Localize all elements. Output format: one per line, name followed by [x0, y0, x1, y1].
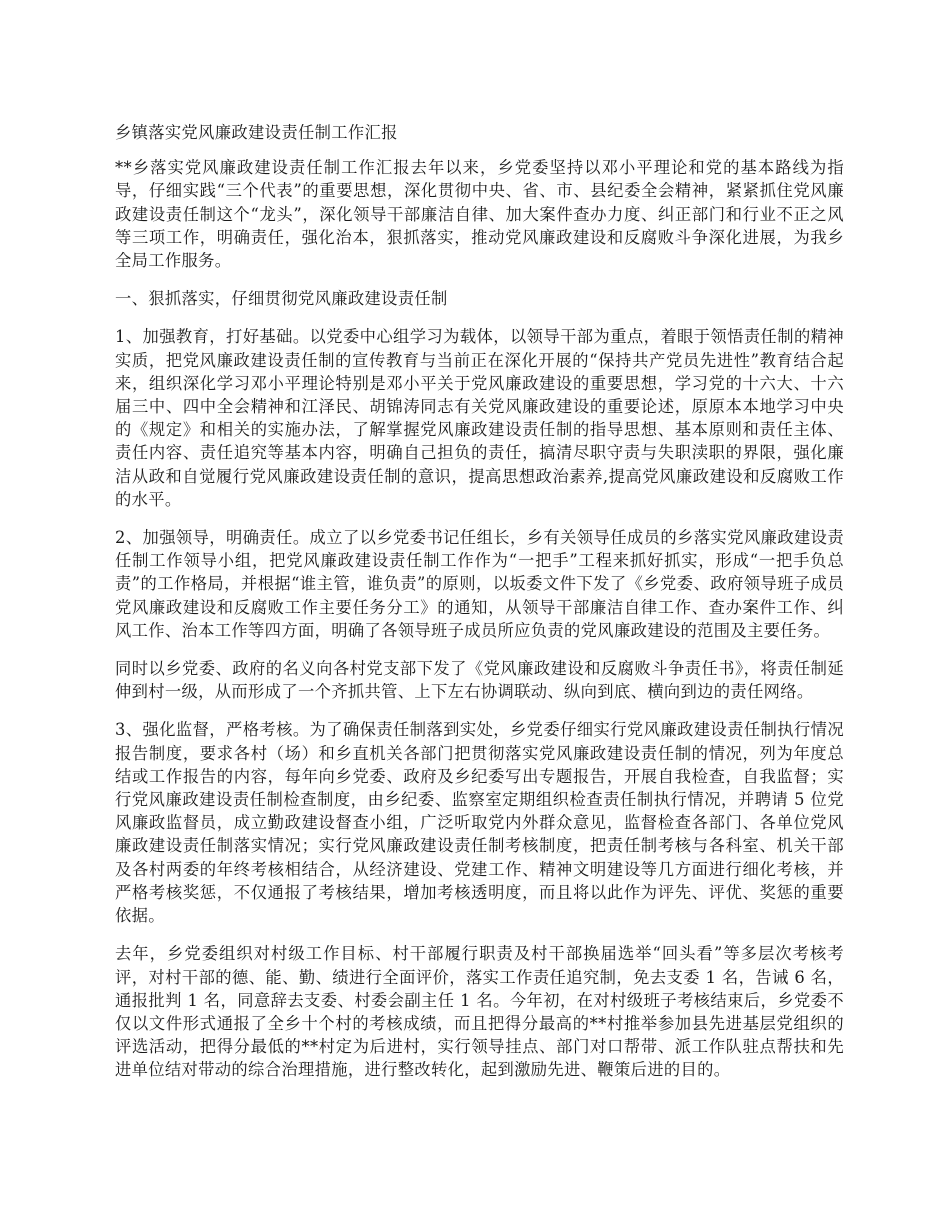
document-title: 乡镇落实党风廉政建设责任制工作汇报 — [115, 123, 398, 142]
paragraph-supervision: 3、强化监督，严格考核。为了确保责任制落到实处，乡党委仔细实行党风廉政建设责任制执行情况报告制度，要求各村（场）和乡直机关各部门把贯彻落实党风廉政建设责任制的情况，列为年度总结或工作报告的内容，每年向乡党委、政府及乡纪委写出专题报告，开展自我检查，自我监督；实行党风廉政建设责任制检查制度，由乡纪委、监察室定期组织检查责任制执行情况，并聘请 5 位党风廉政监督员，成立勤政建设督查小组，广泛听取党内外群众意见，监督检查各部门、各单位党风廉政建设责任制落实情况；实行党风廉政建设责任制考核制度，把责任制考核与各科室、机关干部及各村两委的年终考核相结合，从经济建设、党建工作、精神文明建设等几方面进行细化考核，并严格考核奖惩，不仅通报了考核结果，增加考核透明度，而且将以此作为评先、评优、奖惩的重要依据。 — [115, 720, 844, 926]
paragraph-responsibility-network: 同时以乡党委、政府的名义向各村党支部下发了《党风廉政建设和反腐败斗争责任书》，将责任制延伸到村一级，从而形成了一个齐抓共管、上下左右协调联动、纵向到底、横向到边的责任网络。 — [115, 659, 844, 702]
section-heading: 一、狠抓落实，仔细贯彻党风廉政建设责任制 — [115, 289, 448, 309]
paragraph-evaluation: 去年，乡党委组织对村级工作目标、村干部履行职责及村干部换届选举“回头看”等多层次考核考评，对村干部的德、能、勤、绩进行全面评价，落实工作责任追究制，免去支委 1 名，告诫 6 名，通报批判 1 名，同意辞去支委、村委会副主任 1 名。今年初，在对村级班子考核结束后，乡党委不仅以文件形式通报了全乡十个村的考核成绩，而且把得分最高的**村推举参加县先进基层党组织的评选活动，把得分最低的**村定为后进村，实行领导挂点、部门对口帮带、派工作队驻点帮扶和先进单位结对带动的综合治理措施，进行整改转化，起到激励先进、鞭策后进的目的。 — [115, 944, 844, 1080]
paragraph-leadership: 2、加强领导，明确责任。成立了以乡党委书记任组长，乡有关领导任成员的乡落实党风廉政建设责任制工作领导小组，把党风廉政建设责任制工作作为“一把手”工程来抓好抓实，形成“一把手负总责”的工作格局，并根据“谁主管，谁负责”的原则，以坂委文件下发了《乡党委、政府领导班子成员党风廉政建设和反腐败工作主要任务分工》的通知，从领导干部廉洁自律工作、查办案件工作、纠风工作、治本工作等四方面，明确了各领导班子成员所应负责的党风廉政建设的范围及主要任务。 — [115, 528, 844, 640]
intro-paragraph: **乡落实党风廉政建设责任制工作汇报去年以来，乡党委坚持以邓小平理论和党的基本路线为指导，仔细实践“三个代表”的重要思想，深化贯彻中央、省、市、县纪委全会精神，紧紧抓住党风廉政建设责任制这个“龙头”，深化领导干部廉洁自律、加大案件查办力度、纠正部门和行业不正之风等三项工作，明确责任，强化治本，狠抓落实，推动党风廉政建设和反腐败斗争深化进展，为我乡全局工作服务。 — [115, 158, 844, 271]
document-page — [115, 121, 844, 1097]
paragraph-education: 1、加强教育，打好基础。以党委中心组学习为载体，以领导干部为重点，着眼于领悟责任制的精神实质，把党风廉政建设责任制的宣传教育与当前正在深化开展的“保持共产党员先进性”教育结合起来，组织深化学习邓小平理论特别是邓小平关于党风廉政建设的重要思想，学习党的十六大、十六届三中、四中全会精神和江泽民、胡锦涛同志有关党风廉政建设的重要论述，原原本本地学习中央的《规定》和相关的实施办法，了解掌握党风廉政建设责任制的指导思想、基本原则和责任主体、责任内容、责任追究等基本内容，明确自己担负的责任，搞清尽职守责与失职渎职的界限，强化廉洁从政和自觉履行党风廉政建设责任制的意识，提高思想政治素养,提高党风廉政建设和反腐败工作的水平。 — [115, 327, 844, 509]
